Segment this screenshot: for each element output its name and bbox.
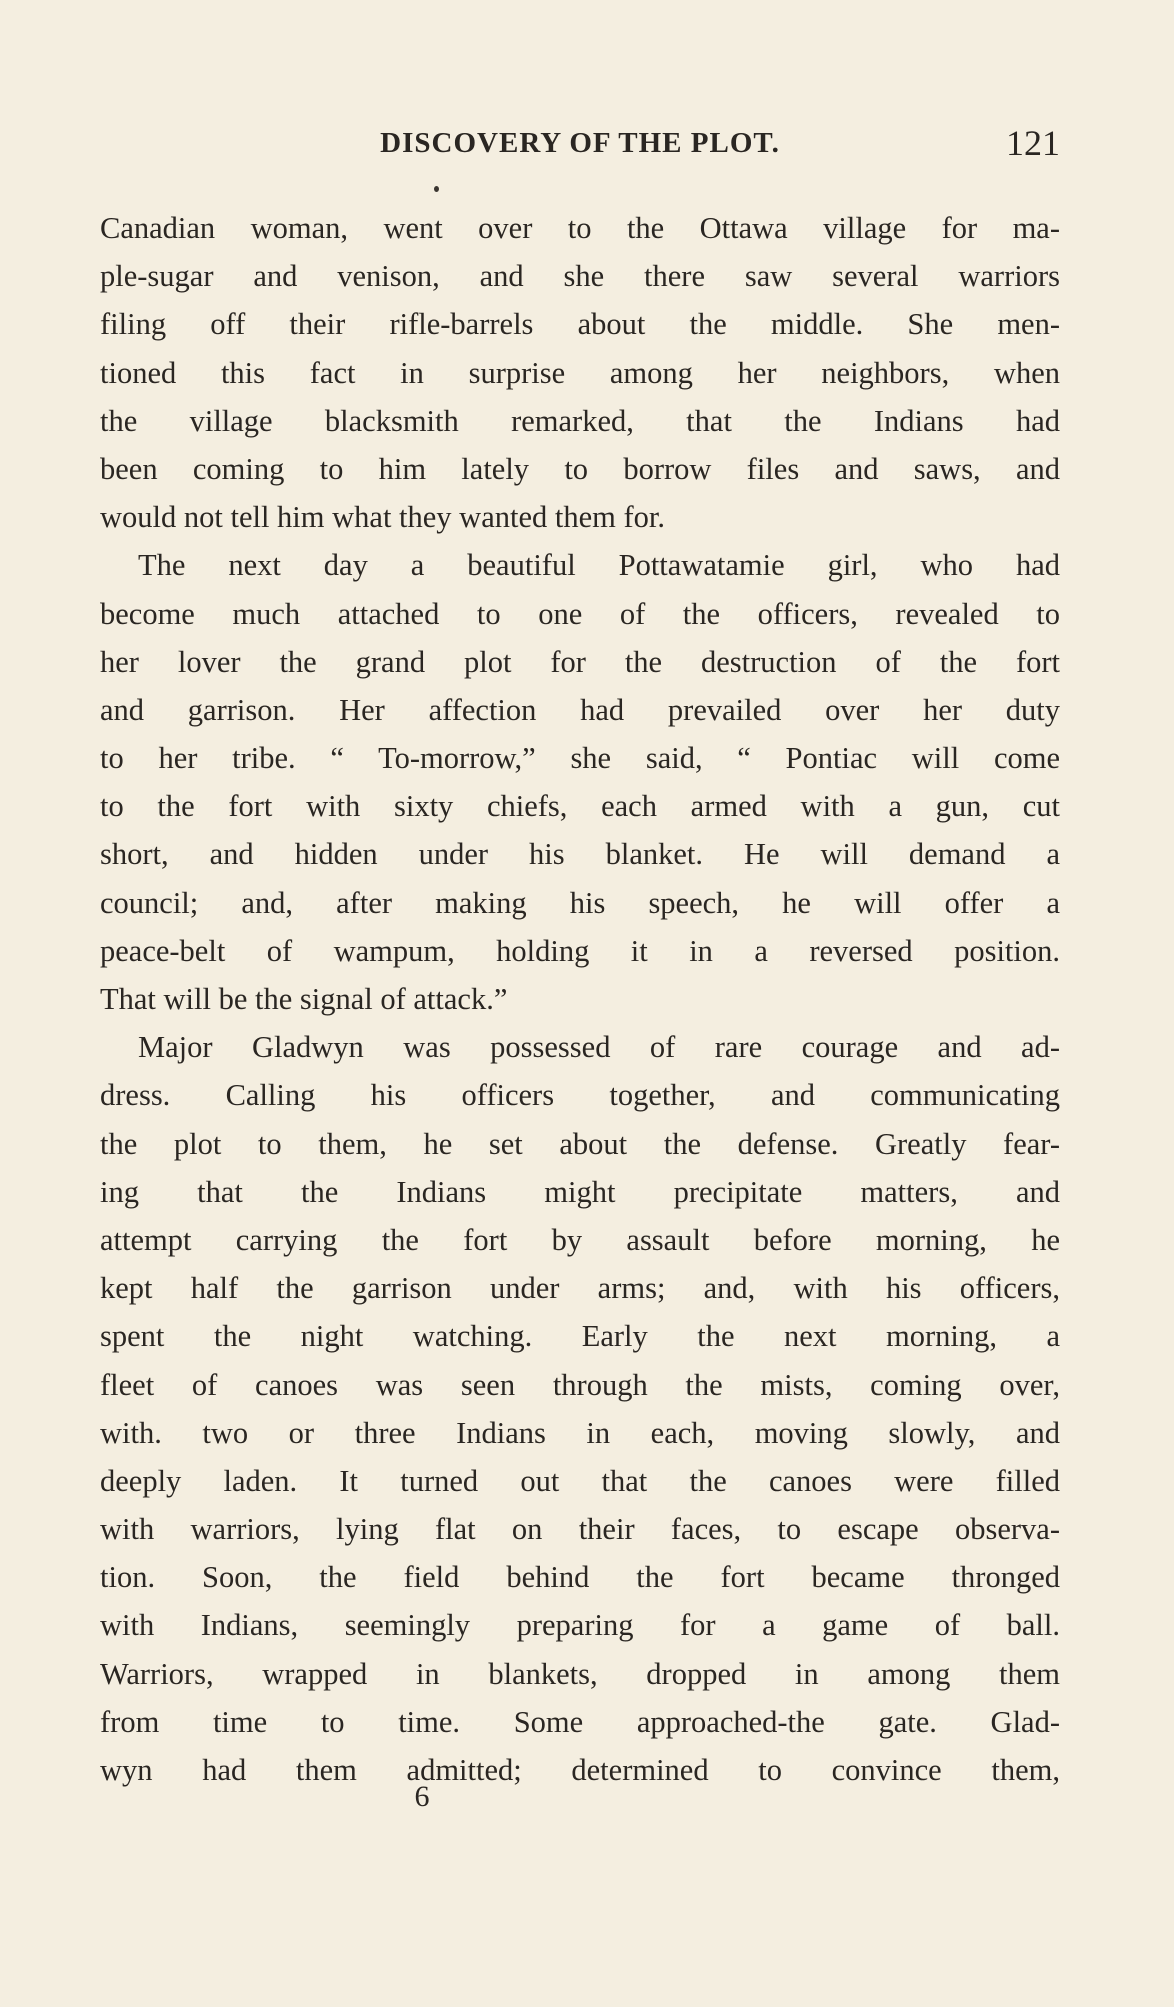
text-line: peace-belt of wampum, holding it in a reversed position. <box>100 933 1060 968</box>
ink-speck <box>434 186 439 192</box>
text-line: tion. Soon, the field behind the fort became thronged <box>100 1560 1060 1595</box>
text-line: That will be the signal of attack.” <box>100 982 508 1016</box>
signature-mark: 6 <box>414 1780 430 1813</box>
text-line: council; and, after making his speech, he will offer a <box>100 885 1060 920</box>
chapter-heading: DISCOVERY OF THE PLOT. <box>380 127 780 159</box>
body-text <box>100 204 1060 1794</box>
text-line: and garrison. Her affection had prevailed over her duty <box>100 692 1060 727</box>
running-head <box>100 118 1060 168</box>
text-line: ple-sugar and venison, and she there saw several warriors <box>100 259 1060 294</box>
text-line: from time to time. Some approached-the gate. Glad- <box>100 1704 1060 1739</box>
text-line: the village blacksmith remarked, that the Indians had <box>100 403 1060 438</box>
text-line: Major Gladwyn was possessed of rare courage and ad- <box>138 1030 1060 1065</box>
text-line: Warriors, wrapped in blankets, dropped in among them <box>100 1656 1060 1691</box>
text-line: The next day a beautiful Pottawatamie girl, who had <box>138 548 1060 583</box>
text-line: short, and hidden under his blanket. He will demand a <box>100 837 1060 872</box>
text-line: tioned this fact in surprise among her neighbors, when <box>100 355 1060 390</box>
text-line: become much attached to one of the officers, revealed to <box>100 596 1060 631</box>
text-line: been coming to him lately to borrow files and saws, and <box>100 451 1060 486</box>
text-line: deeply laden. It turned out that the canoes were filled <box>100 1463 1060 1498</box>
text-line: ing that the Indians might precipitate matters, and <box>100 1174 1060 1209</box>
text-line: with. two or three Indians in each, moving slowly, and <box>100 1415 1060 1450</box>
text-line: wyn had them admitted; determined to convince them, <box>100 1753 1060 1787</box>
text-line: spent the night watching. Early the next morning, a <box>100 1319 1060 1354</box>
text-line: to her tribe. “ To-morrow,” she said, “ Pontiac will come <box>100 741 1060 776</box>
text-line: her lover the grand plot for the destruction of the fort <box>100 644 1060 679</box>
text-line: with warriors, lying flat on their faces, to escape observa- <box>100 1512 1060 1547</box>
text-line: fleet of canoes was seen through the mists, coming over, <box>100 1367 1060 1402</box>
page-number: 121 <box>1006 123 1060 163</box>
text-line: kept half the garrison under arms; and, with his officers, <box>100 1271 1060 1306</box>
text-line: attempt carrying the fort by assault before morning, he <box>100 1222 1060 1257</box>
text-line: would not tell him what they wanted them for. <box>100 500 665 535</box>
text-line: Canadian woman, went over to the Ottawa village for ma- <box>100 211 1060 245</box>
text-line: filing off their rifle-barrels about the middle. She men- <box>100 307 1060 342</box>
text-line: with Indians, seemingly preparing for a game of ball. <box>100 1608 1060 1643</box>
text-line: dress. Calling his officers together, and communicating <box>100 1078 1060 1113</box>
text-line: to the fort with sixty chiefs, each armed with a gun, cut <box>100 789 1060 824</box>
text-line: the plot to them, he set about the defense. Greatly fear- <box>100 1126 1060 1161</box>
